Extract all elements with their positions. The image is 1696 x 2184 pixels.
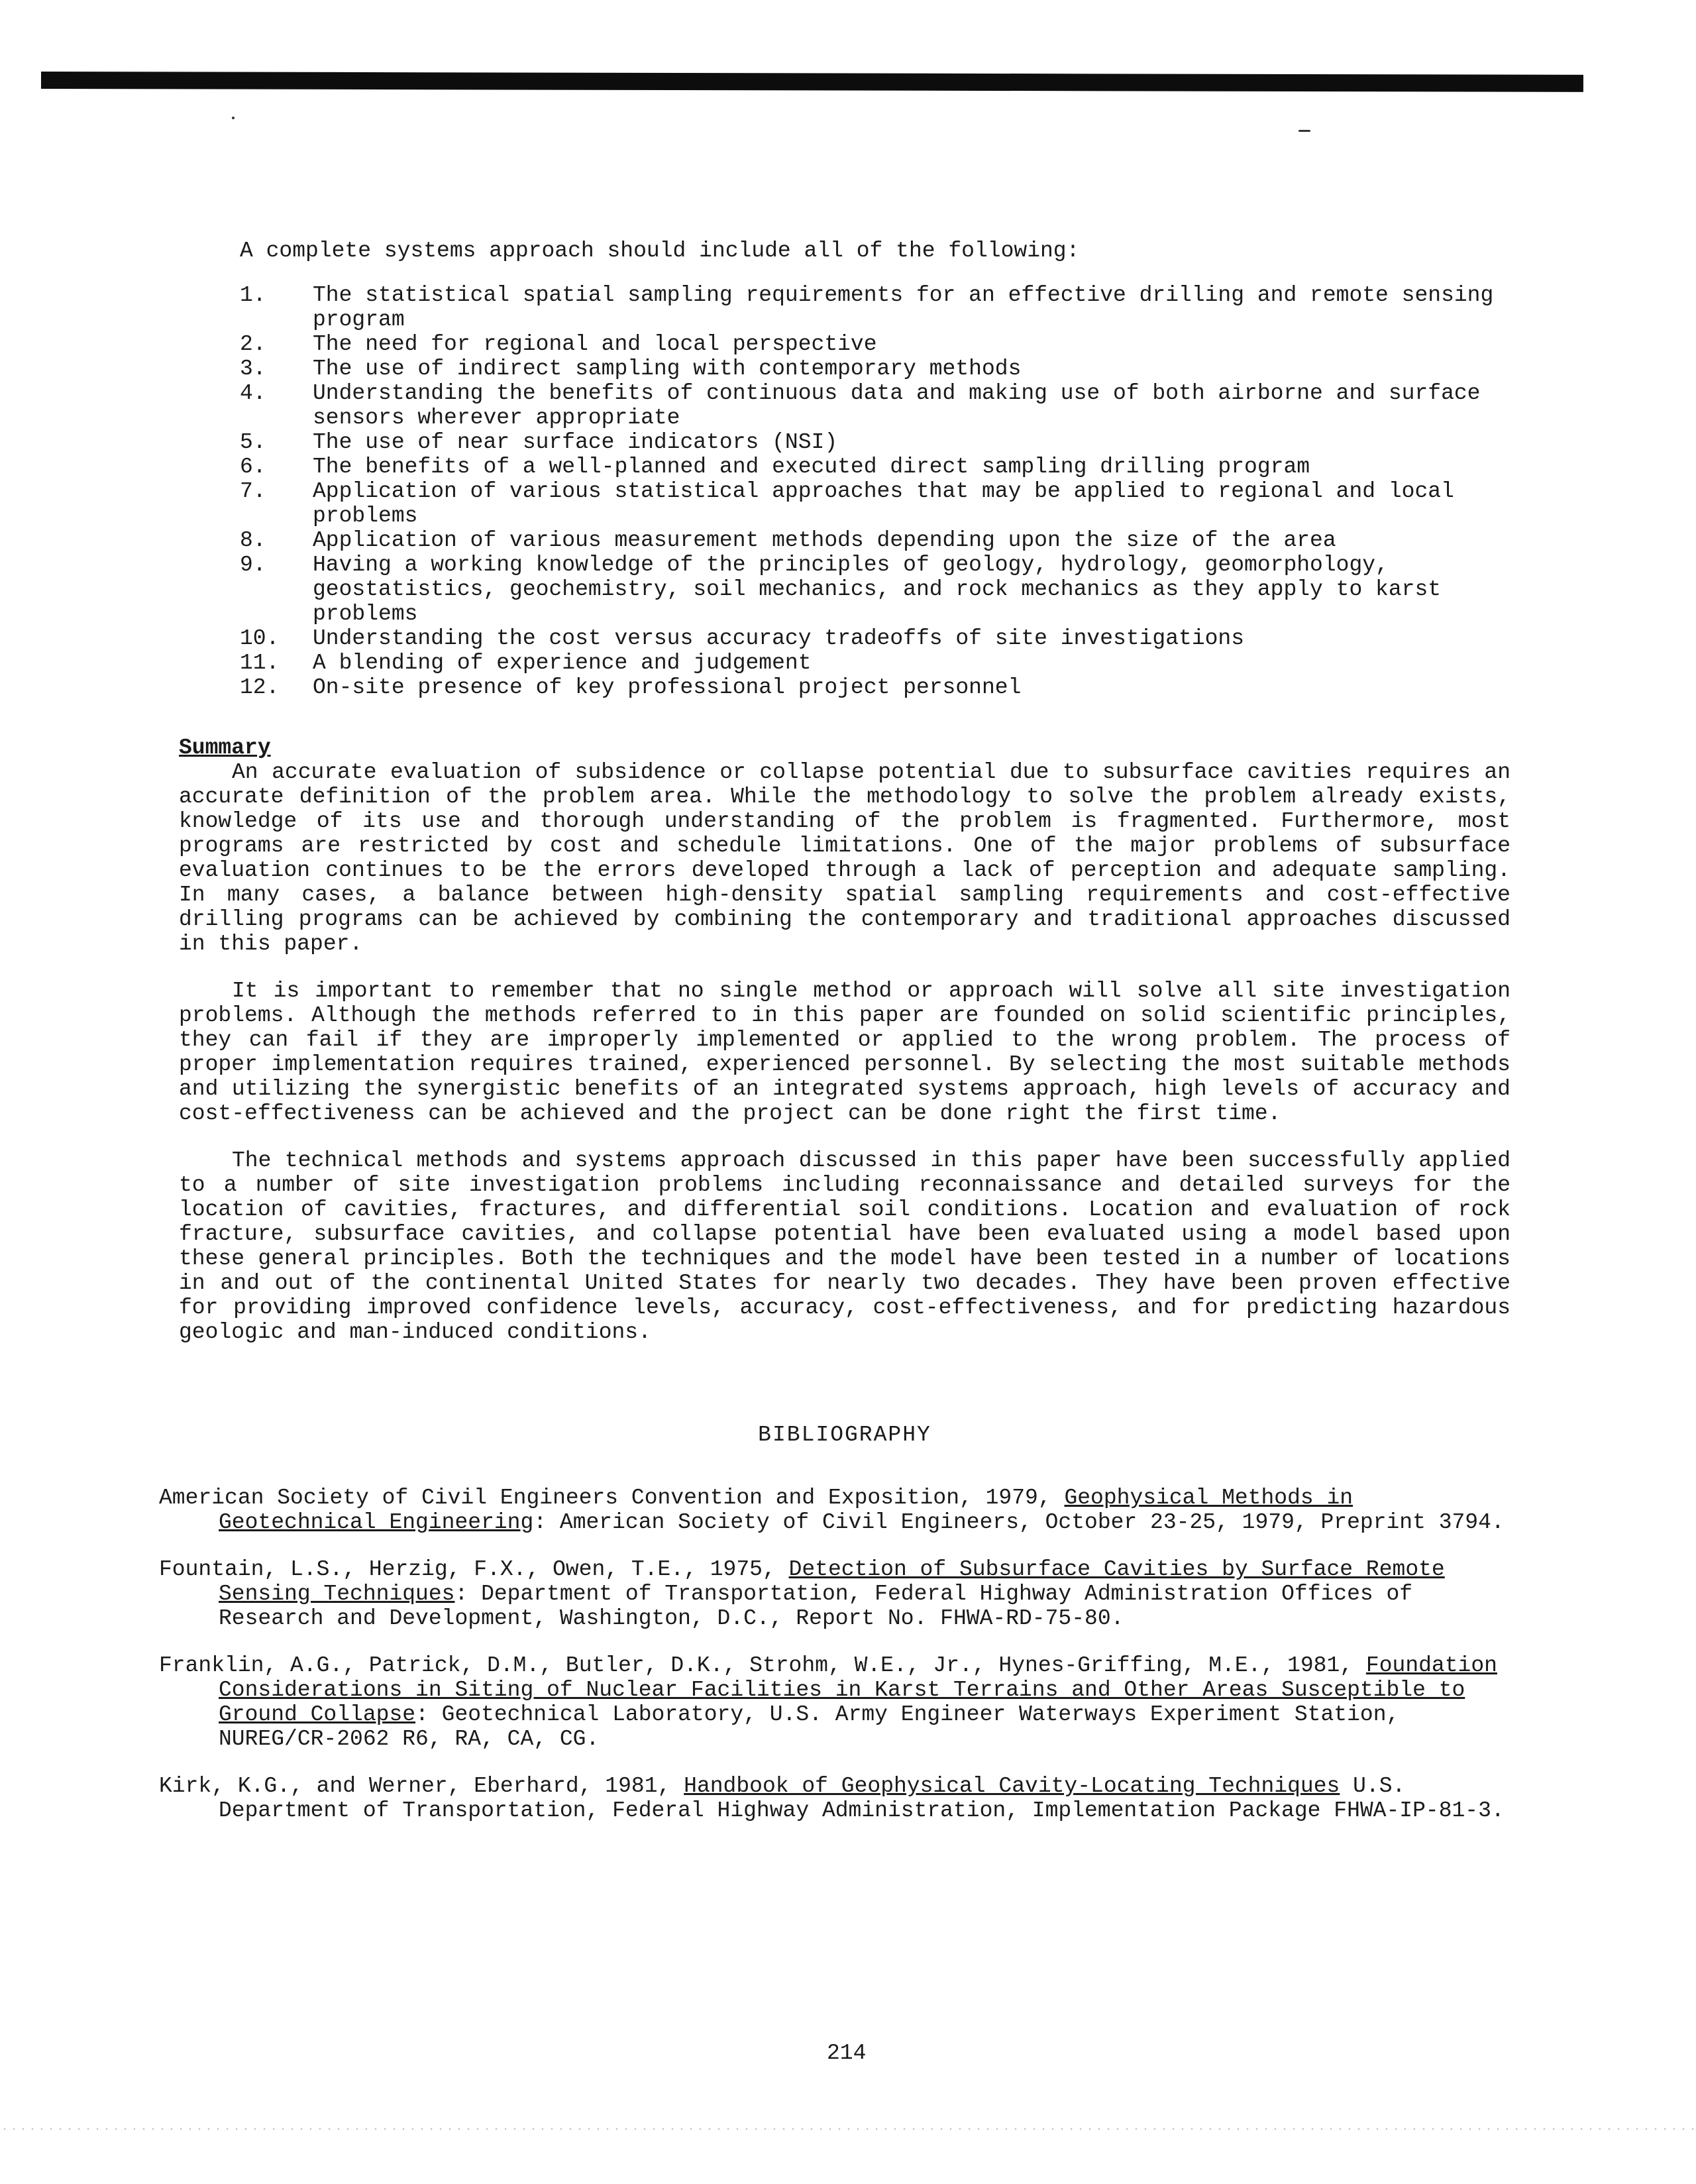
scan-speck	[1298, 130, 1310, 132]
page-number: 214	[827, 2041, 867, 2065]
bibliography-after: : Department of Transportation, Federal Highway Administration Offices of Research and Development, Washington, D.C., Report No. FHWA-RD-75-80.	[219, 1582, 1413, 1631]
list-item-number: 3.	[240, 356, 266, 381]
bibliography-entry	[159, 1774, 1510, 1823]
bibliography-entry	[159, 1557, 1510, 1631]
list-item-number: 4.	[240, 381, 266, 406]
bibliography-title: Detection of Subsurface Cavities by Surface Remote Sensing Techniques	[219, 1557, 1445, 1606]
list-item-number: 8.	[240, 528, 266, 553]
bibliography-after: U.S. Department of Transportation, Federal Highway Administration, Implementation Package FHWA-IP-81-3.	[219, 1774, 1505, 1823]
list-item	[240, 626, 1510, 651]
scan-speck	[232, 117, 235, 119]
list-item-text: The use of indirect sampling with contemporary methods	[313, 356, 1022, 381]
scan-top-border	[41, 72, 1583, 92]
bibliography-before: Franklin, A.G., Patrick, D.M., Butler, D.K., Strohm, W.E., Jr., Hynes-Griffing, M.E., 1981,	[159, 1653, 1366, 1678]
bibliography-after: : Geotechnical Laboratory, U.S. Army Engineer Waterways Experiment Station, NUREG/CR-2062 R6, RA, CA, CG.	[219, 1702, 1400, 1751]
requirements-list	[240, 283, 1510, 700]
list-item-text: A blending of experience and judgement	[313, 651, 812, 675]
intro-text: A complete systems approach should include all of the following:	[240, 239, 1080, 263]
bibliography-heading: BIBLIOGRAPHY	[758, 1423, 931, 1447]
bibliography-entry	[159, 1653, 1510, 1751]
list-item	[240, 332, 1510, 356]
bibliography-entry	[159, 1486, 1510, 1535]
summary-heading: Summary	[179, 736, 271, 760]
list-item-text: The statistical spatial sampling requirements for an effective drilling and remote sensing program	[313, 283, 1494, 332]
bibliography-title: Geophysical Methods in Geotechnical Engineering	[219, 1486, 1353, 1535]
list-item-text: On-site presence of key professional project personnel	[313, 675, 1022, 700]
list-item-text: Understanding the cost versus accuracy tradeoffs of site investigations	[313, 626, 1245, 651]
list-item-text: Application of various statistical approaches that may be applied to regional and local problems	[313, 479, 1454, 528]
body-paragraph: It is important to remember that no single method or approach will solve all site investigation problems. Although the methods referred to in this paper are founded on solid scientific principles, they can fail if they are improperly implemented or applied to the wrong problem. The process of proper implementation requires trained, experienced personnel. By selecting the most suitable methods and utilizing the synergistic benefits of an integrated systems approach, high levels of accuracy and cost-effectiveness can be achieved and the project can be done right the first time.	[179, 979, 1510, 1126]
list-item-text: Application of various measurement methods depending upon the size of the area	[313, 528, 1336, 553]
list-item-text: Having a working knowledge of the principles of geology, hydrology, geomorphology, geostatistics, geochemistry, soil mechanics, and rock mechanics as they apply to karst problems	[313, 553, 1442, 626]
list-item-number: 5.	[240, 430, 266, 455]
list-item	[240, 528, 1510, 553]
bibliography-list	[159, 1486, 1510, 1823]
document-page	[159, 239, 1510, 1845]
list-item-number: 6.	[240, 455, 266, 479]
list-item	[240, 356, 1510, 381]
list-item	[240, 651, 1510, 675]
list-item-number: 2.	[240, 332, 266, 356]
list-item-number: 1.	[240, 283, 266, 307]
list-item-number: 7.	[240, 479, 266, 504]
list-item-number: 12.	[240, 675, 280, 700]
list-item	[240, 675, 1510, 700]
list-item	[240, 430, 1510, 455]
list-item	[240, 283, 1510, 332]
bibliography-title: Handbook of Geophysical Cavity-Locating Techniques	[684, 1774, 1340, 1798]
bibliography-before: American Society of Civil Engineers Convention and Exposition, 1979,	[159, 1486, 1065, 1510]
list-item-text: The benefits of a well-planned and executed direct sampling drilling program	[313, 455, 1310, 479]
list-item	[240, 553, 1510, 626]
list-item	[240, 455, 1510, 479]
list-item	[240, 479, 1510, 528]
list-item-number: 10.	[240, 626, 280, 651]
list-item-text: Understanding the benefits of continuous data and making use of both airborne and surface sensors wherever appropriate	[313, 381, 1481, 430]
list-item-text: The need for regional and local perspective	[313, 332, 877, 356]
summary-body	[179, 760, 1510, 1344]
list-item-number: 11.	[240, 651, 280, 675]
bibliography-title: Foundation Considerations in Siting of Nuclear Facilities in Karst Terrains and Other Areas Susceptible to Ground Collapse	[219, 1653, 1497, 1727]
bibliography-after: : American Society of Civil Engineers, October 23-25, 1979, Preprint 3794.	[533, 1510, 1505, 1535]
body-paragraph: An accurate evaluation of subsidence or collapse potential due to subsurface cavities requires an accurate definition of the problem area. While the methodology to solve the problem already exists, knowledge of its use and thorough understanding of the problem is fragmented. Furthermore, most programs are restricted by cost and schedule limitations. One of the major problems of subsurface evaluation continues to be the errors developed through a lack of perception and adequate sampling. In many cases, a balance between high-density spatial sampling requirements and cost-effective drilling programs can be achieved by combining the contemporary and traditional approaches discussed in this paper.	[179, 760, 1510, 956]
bibliography-before: Kirk, K.G., and Werner, Eberhard, 1981,	[159, 1774, 684, 1798]
scan-bottom-noise	[0, 2126, 1696, 2132]
body-paragraph: The technical methods and systems approach discussed in this paper have been successfully applied to a number of site investigation problems including reconnaissance and detailed surveys for the location of cavities, fractures, and differential soil conditions. Location and evaluation of rock fracture, subsurface cavities, and collapse potential have been evaluated using a model based upon these general principles. Both the techniques and the model have been tested in a number of locations in and out of the continental United States for nearly two decades. They have been proven effective for providing improved confidence levels, accuracy, cost-effectiveness, and for predicting hazardous geologic and man-induced conditions.	[179, 1148, 1510, 1344]
list-item	[240, 381, 1510, 430]
list-item-text: The use of near surface indicators (NSI)	[313, 430, 838, 455]
bibliography-before: Fountain, L.S., Herzig, F.X., Owen, T.E., 1975,	[159, 1557, 789, 1582]
list-item-number: 9.	[240, 553, 266, 577]
